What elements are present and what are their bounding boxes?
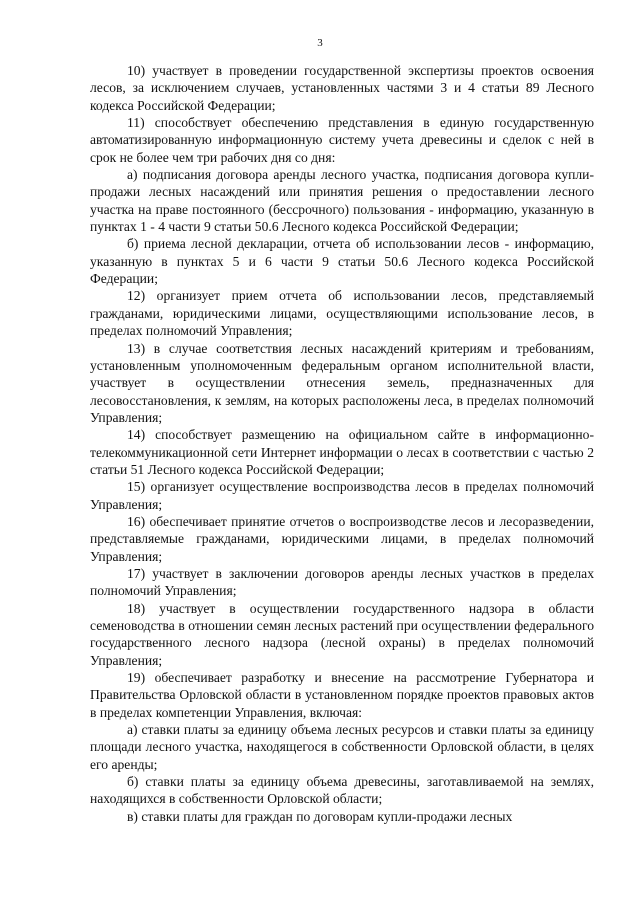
paragraph-item-12: 12) организует прием отчета об использовании лесов, представляемый гражданами, юридическими лицами, осуществляющими использование лесов, в пределах полномочий Управления; — [90, 288, 594, 339]
paragraph-subitem-11b: б) приема лесной декларации, отчета об использовании лесов - информацию, указанную в пунктах 5 и 6 части 9 статьи 50.6 Лесного кодекса Российской Федерации; — [90, 236, 594, 287]
document-body — [90, 62, 594, 825]
paragraph-item-18: 18) участвует в осуществлении государственного надзора в области семеноводства в отношении семян лесных растений при осуществлении федерального государственного лесного надзора (лесной охраны) в пределах полномочий Управления; — [90, 600, 594, 668]
paragraph-subitem-19v: в) ставки платы для граждан по договорам купли-продажи лесных — [127, 808, 513, 824]
paragraph-subitem-19b: б) ставки платы за единицу объема древесины, заготавливаемой на землях, находящихся в собственности Орловской области; — [90, 774, 594, 807]
paragraph-subitem-11a: а) подписания договора аренды лесного участка, подписания договора купли-продажи лесных насаждений или принятия решения о предоставлении лесного участка на праве постоянного (бессрочного) пользования - информацию, указанную в пунктах 1 - 4 части 9 статьи 50.6 Лесного кодекса Российской Федерации; — [90, 167, 594, 235]
paragraph-item-10: 10) участвует в проведении государственной экспертизы проектов освоения лесов, за исключением случаев, установленных частями 3 и 4 статьи 89 Лесного кодекса Российской Федерации; — [90, 63, 594, 113]
paragraph-subitem-19a: а) ставки платы за единицу объема лесных ресурсов и ставки платы за единицу площади лесного участка, находящегося в собственности Орловской области, в целях его аренды; — [90, 722, 594, 772]
paragraph-item-19: 19) обеспечивает разработку и внесение на рассмотрение Губернатора и Правительства Орловской области в установленном порядке проектов правовых актов в пределах компетенции Управления, включая: — [90, 670, 594, 720]
paragraph-item-11: 11) способствует обеспечению представления в единую государственную автоматизированную информационную систему учета древесины и сделок с ней в срок не более чем три рабочих дня со дня: — [90, 115, 594, 165]
paragraph-item-17: 17) участвует в заключении договоров аренды лесных участков в пределах полномочий Управления; — [90, 565, 594, 599]
paragraph-item-13: 13) в случае соответствия лесных насаждений критериям и требованиям, установленным уполномоченным федеральным органом исполнительной власти, участвует в осуществлении отнесения земель, предназначенных для лесовосстановления, к землям, на которых расположены леса, в пределах полномочий Управления; — [90, 340, 594, 425]
paragraph-item-15: 15) организует осуществление воспроизводства лесов в пределах полномочий Управления; — [90, 479, 594, 512]
paragraph-item-16: 16) обеспечивает принятие отчетов о воспроизводстве лесов и лесоразведении, представляемые гражданами, юридическими лицами, в пределах полномочий Управления; — [90, 513, 594, 564]
page-number: 3 — [317, 37, 323, 49]
paragraph-item-14: 14) способствует размещению на официальном сайте в информационно-телекоммуникационной сети Интернет информации о лесах в соответствии с частью 2 статьи 51 Лесного кодекса Российской Федерации; — [90, 427, 594, 477]
